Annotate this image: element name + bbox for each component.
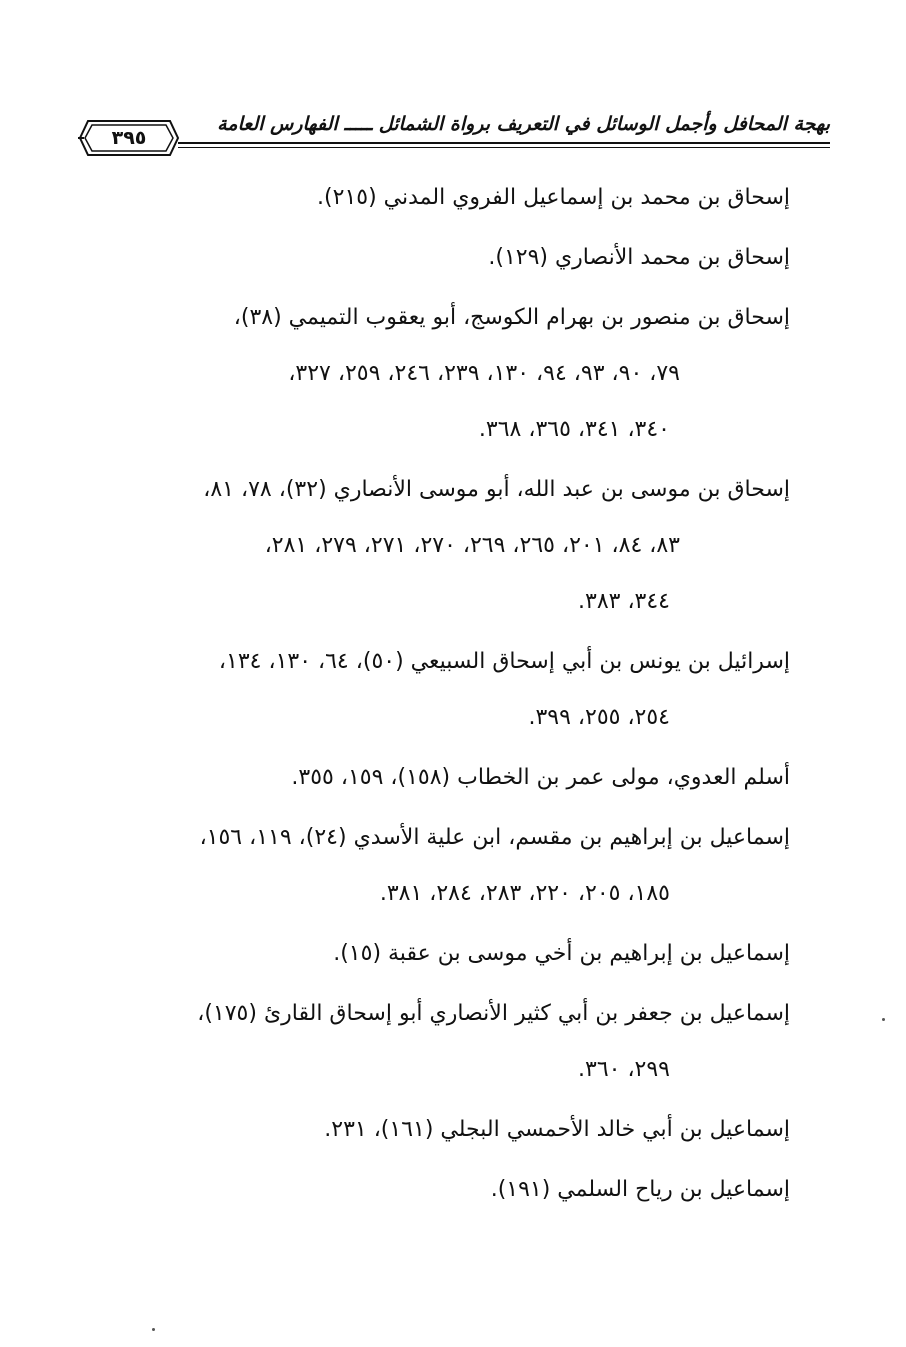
scan-speck [882, 1018, 885, 1021]
index-entry [90, 750, 790, 806]
entry-line: إسحاق بن منصور بن بهرام الكوسج، أبو يعقوب التميمي (٣٨)، [233, 305, 790, 330]
index-entry [90, 230, 790, 286]
index-entries [90, 170, 790, 1218]
index-entry [90, 290, 790, 458]
index-entry [90, 634, 790, 746]
entry-line: إسماعيل بن جعفر بن أبي كثير الأنصاري أبو إسحاق القارئ (١٧٥)، [197, 1001, 790, 1026]
entry-continuation-line: ٧٩، ٩٠، ٩٣، ٩٤، ١٣٠، ٢٣٩، ٢٤٦، ٢٥٩، ٣٢٧، [288, 361, 680, 386]
running-header-title: بهجة المحافل وأجمل الوسائل في التعريف برواة الشمائل ـــــ الفهارس العامة [217, 113, 830, 135]
index-entry [90, 810, 790, 922]
header-rule-thin [178, 147, 830, 148]
scan-speck [152, 1328, 155, 1331]
entry-line: أسلم العدوي، مولى عمر بن الخطاب (١٥٨)، ١٥٩، ٣٥٥. [291, 765, 790, 790]
index-entry [90, 986, 790, 1098]
entry-continuation-line: ٣٤٤، ٣٨٣. [578, 589, 670, 614]
index-entry [90, 1162, 790, 1218]
entry-continuation-line: ٨٣، ٨٤، ٢٠١، ٢٦٥، ٢٦٩، ٢٧٠، ٢٧١، ٢٧٩، ٢٨١، [264, 533, 680, 558]
entry-continuation-line: ٢٥٤، ٢٥٥، ٣٩٩. [528, 705, 670, 730]
index-entry [90, 926, 790, 982]
running-header [70, 100, 830, 160]
page-number-badge [78, 118, 180, 158]
entry-line: إسماعيل بن إبراهيم بن مقسم، ابن علية الأسدي (٢٤)، ١١٩، ١٥٦، [199, 825, 790, 850]
entry-line: إسماعيل بن رياح السلمي (١٩١). [490, 1177, 790, 1202]
header-rule [178, 142, 830, 144]
index-entry [90, 1102, 790, 1158]
index-entry [90, 170, 790, 226]
page-number: ٣٩٥ [111, 127, 147, 149]
entry-line: إسماعيل بن إبراهيم بن أخي موسى بن عقبة (١٥). [333, 941, 790, 966]
entry-continuation-line: ٣٤٠، ٣٤١، ٣٦٥، ٣٦٨. [478, 417, 670, 442]
entry-line: إسحاق بن محمد بن إسماعيل الفروي المدني (٢١٥). [317, 185, 790, 210]
entry-continuation-line: ٢٩٩، ٣٦٠. [578, 1057, 670, 1082]
entry-continuation-line: ١٨٥، ٢٠٥، ٢٢٠، ٢٨٣، ٢٨٤، ٣٨١. [379, 881, 670, 906]
entry-line: إسحاق بن موسى بن عبد الله، أبو موسى الأنصاري (٣٢)، ٧٨، ٨١، [203, 477, 790, 502]
entry-line: إسحاق بن محمد الأنصاري (١٢٩). [488, 245, 790, 270]
entry-line: إسماعيل بن أبي خالد الأحمسي البجلي (١٦١)، ٢٣١. [324, 1117, 790, 1142]
index-entry [90, 462, 790, 630]
entry-line: إسرائيل بن يونس بن أبي إسحاق السبيعي (٥٠)، ٦٤، ١٣٠، ١٣٤، [218, 649, 790, 674]
